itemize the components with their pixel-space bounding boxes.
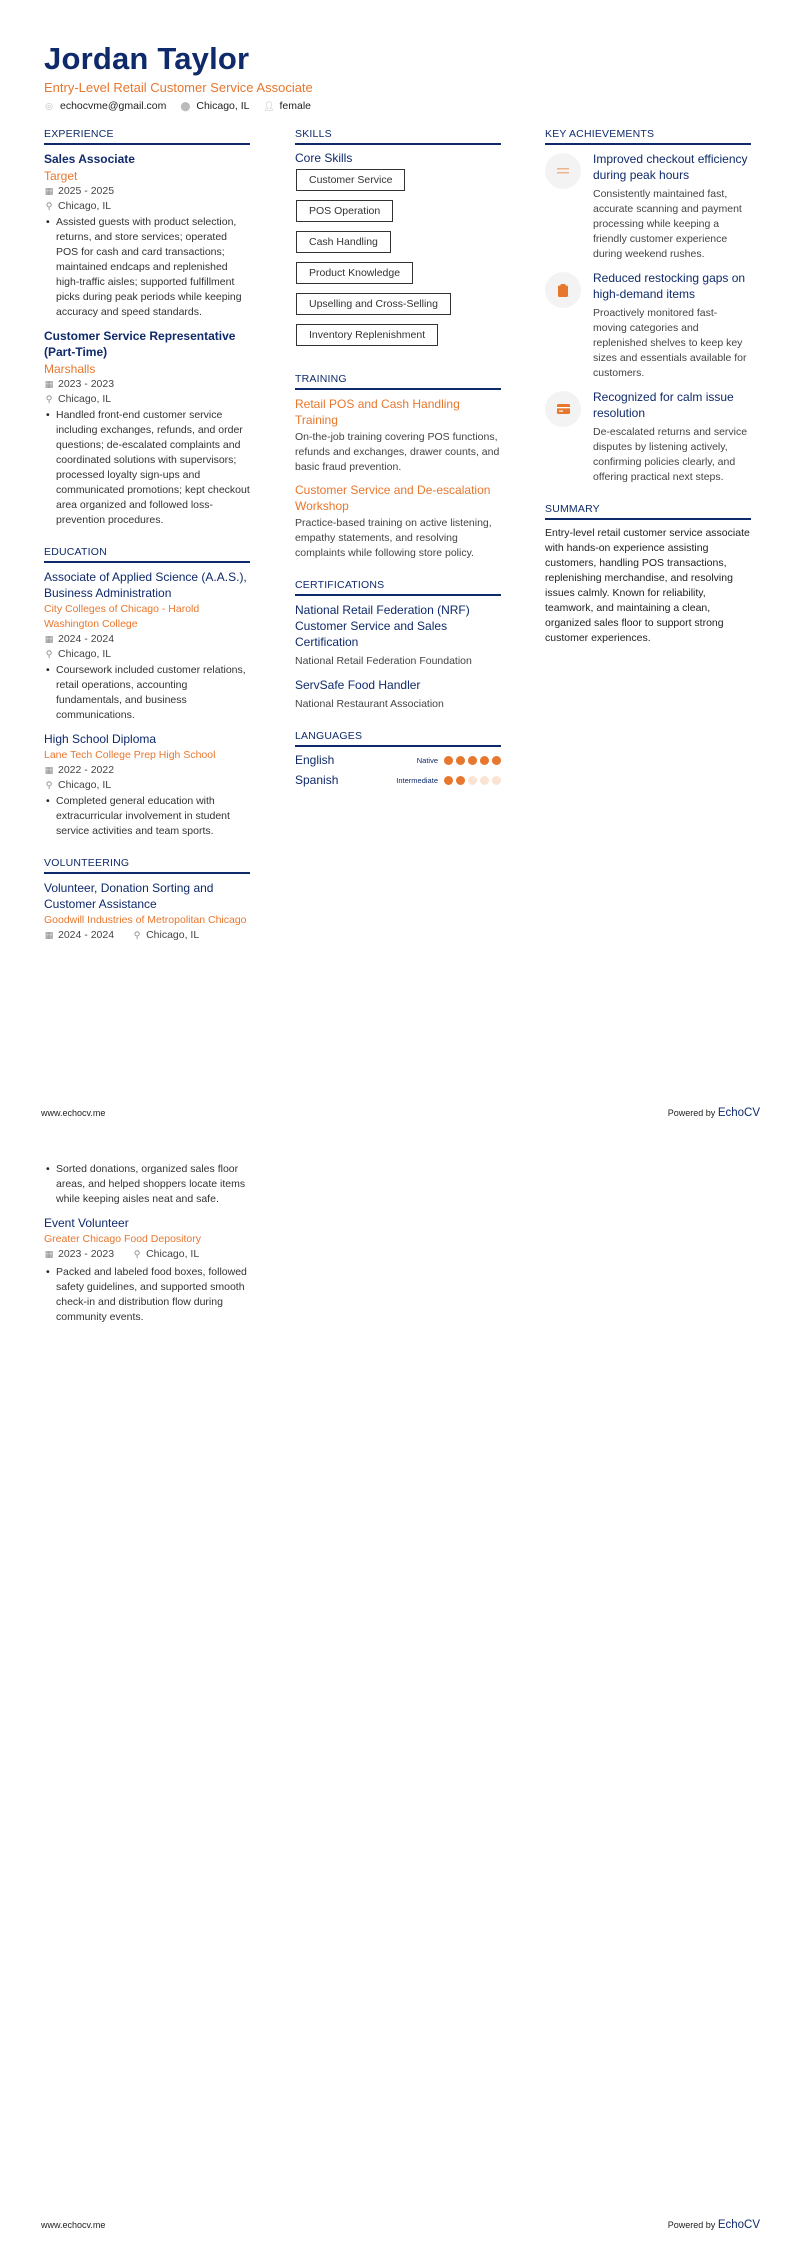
user-icon: 👤︎ [263,100,275,111]
language-name: English [295,753,335,767]
volunteer-role: Volunteer, Donation Sorting and Customer Assistance [44,881,214,911]
education-entry [44,569,250,723]
training-section [295,373,501,561]
certification-name: ServSafe Food Handler [295,678,421,692]
credit-card-icon [545,391,581,427]
left-column-continued [44,1161,250,1333]
skill-chip: POS Operation [296,200,393,222]
experience-entry [44,151,250,320]
language-proficiency [396,776,501,785]
gender-text: female [279,100,311,112]
degree: High School Diploma [44,732,157,746]
rating-dot-empty [492,776,501,785]
achievement-body [593,270,751,381]
contact-gender [263,100,311,112]
rating-dot-empty [480,776,489,785]
resume-header [44,42,313,112]
degree: Associate of Applied Science (A.A.S.), Business Administration [44,570,247,600]
rating-dot-filled [492,756,501,765]
email-text: echocvme@gmail.com [60,100,167,112]
job-bullets [44,215,250,320]
brand-name: EchoCV [717,2219,760,2231]
section-title: CERTIFICATIONS [295,579,501,596]
languages-section [295,730,501,787]
volunteer-meta [44,1247,250,1262]
school-location: ⚲ Chicago, IL [45,779,112,791]
achievement-title: Recognized for calm issue resolution [593,390,734,420]
education-bullets [44,663,250,723]
section-title: EXPERIENCE [44,128,250,145]
school-name: City Colleges of Chicago - Harold Washington College [44,603,200,630]
map-pin-icon: ⚲ [45,649,53,659]
contact-row [44,100,313,112]
bullet: • Coursework included customer relations, retail operations, accounting fundamentals, and business communications. [44,663,250,723]
map-pin-icon: ⚲ [133,930,141,940]
section-title: VOLUNTEERING [44,857,250,874]
volunteer-bullets [44,1265,250,1325]
map-pin-icon: ⬤ [180,100,191,111]
contact-email[interactable] [44,100,166,112]
experience-entry [44,328,250,528]
bullet: • Handled front-end customer service including exchanges, refunds, and order questions; de-escalated complaints and coordinated solutions with supervisors; processed loyalty sign-ups and communicated promotions; kept checkout area organized and followed loss-prevention procedures. [44,408,250,528]
powered-by: Powered by EchoCV [667,1107,760,1119]
rating-dot-filled [456,756,465,765]
education-bullets [44,794,250,839]
volunteering-section [44,857,250,943]
website-link[interactable]: www.echocv.me [41,2220,106,2230]
date-range: ▦ 2025 - 2025 [44,185,115,197]
bullet: • Sorted donations, organized sales floor areas, and helped shoppers locate items while keeping aisles neat and safe. [44,1162,250,1207]
job-location: ⚲ Chicago, IL [45,200,112,212]
candidate-name: Jordan Taylor [44,41,250,76]
job-location: ⚲ Chicago, IL [45,393,112,405]
volunteer-meta [44,928,250,943]
powered-by: Powered by EchoCV [667,2219,760,2231]
job-title: Sales Associate [44,152,135,166]
training-description: On-the-job training covering POS functions, refunds and exchanges, drawer counts, and basic fraud prevention. [295,431,500,473]
resume-page-2 [0,1123,794,2246]
rating-dot-filled [444,756,453,765]
date-range: ▦ 2024 - 2024 [44,929,115,941]
section-title: SKILLS [295,128,501,145]
date-range: ▦ 2023 - 2023 [44,378,115,390]
map-pin-icon: ⚲ [133,1249,141,1259]
page-footer [41,1107,760,1119]
section-title: LANGUAGES [295,730,501,747]
rating-dot-filled [444,776,453,785]
language-level: Native [416,755,438,765]
calendar-icon: ▦ [44,930,54,940]
language-level: Intermediate [396,775,438,785]
calendar-icon: ▦ [44,765,54,775]
section-title: SUMMARY [545,503,751,520]
clipboard-icon [545,272,581,308]
candidate-role: Entry-Level Retail Customer Service Associate [44,80,313,95]
calendar-icon: ▦ [44,186,54,196]
achievement-item [545,389,751,485]
bullet: • Packed and labeled food boxes, followed safety guidelines, and supported smooth check-in and distribution flow during community events. [44,1265,250,1325]
bullet: • Assisted guests with product selection, returns, and store services; operated POS for cash and card transactions; maintained endcaps and replenished high-traffic aisles; supported fulfillment picks during peak periods while keeping accuracy and speed standards. [44,215,250,320]
achievement-body [593,389,751,485]
rating-dot-filled [480,756,489,765]
bullet: • Completed general education with extracurricular involvement in student service activities and team sports. [44,794,250,839]
summary-section [545,503,751,646]
skill-chip: Cash Handling [296,231,391,253]
certification-issuer: National Retail Federation Foundation [295,655,472,667]
achievement-description: De-escalated returns and service disputes by listening actively, confirming policies clearly, and offering practical next steps. [593,426,748,483]
skill-chip: Inventory Replenishment [296,324,438,346]
skill-chip: Product Knowledge [296,262,413,284]
training-description: Practice-based training on active listening, empathy statements, and resolving complaints while following store policy. [295,517,492,559]
skill-chip: Customer Service [296,169,405,191]
achievement-title: Reduced restocking gaps on high-demand items [593,271,746,301]
achievement-item [545,151,751,262]
achievement-description: Proactively monitored fast-moving categories and replenished shelves to keep key sizes and essentials available for customers. [593,307,747,379]
language-name: Spanish [295,773,339,787]
contact-location [180,100,249,112]
calendar-icon: ▦ [44,1249,54,1259]
volunteer-location: ⚲ Chicago, IL [133,1248,200,1260]
section-title: EDUCATION [44,546,250,563]
skill-chips [295,169,501,355]
volunteering-entry [44,880,250,943]
volunteer-role: Event Volunteer [44,1216,129,1230]
language-row [295,773,501,787]
language-row [295,753,501,767]
achievement-body [593,151,751,262]
achievement-item [545,270,751,381]
rating-dot-filled [468,756,477,765]
left-column [44,128,250,961]
company-name: Target [44,169,78,183]
training-name: Retail POS and Cash Handling Training [295,397,460,427]
section-title: KEY ACHIEVEMENTS [545,128,751,145]
summary-text: Entry-level retail customer service associate with hands-on experience assisting customers, handling POS transactions, replenishing merchandise, and resolving issues calmly. Known for reliability, teamwork, and maintaining a clean, organized sales floor to support strong customer experiences. [545,527,750,644]
volunteering-entry [44,1215,250,1325]
school-name: Lane Tech College Prep High School [44,749,216,761]
map-pin-icon: ⚲ [45,394,53,404]
rating-dots [444,756,501,765]
rating-dots [444,776,501,785]
volunteer-org: Goodwill Industries of Metropolitan Chicago [44,914,247,926]
map-pin-icon: ⚲ [45,780,53,790]
company-name: Marshalls [44,362,96,376]
middle-column [295,128,501,805]
training-name: Customer Service and De-escalation Workshop [295,483,491,513]
brand-name: EchoCV [717,1107,760,1119]
achievement-description: Consistently maintained fast, accurate scanning and payment processing while keeping a friendly customer experience during weekend rushes. [593,188,742,260]
location-text: Chicago, IL [196,100,250,112]
experience-section [44,128,250,528]
achievements-section [545,128,751,485]
date-range: ▦ 2022 - 2022 [44,764,115,776]
certifications-section [295,579,501,712]
calendar-icon: ▦ [44,634,54,644]
rating-dot-empty [468,776,477,785]
map-pin-icon: ⚲ [45,201,53,211]
page-footer [41,2219,760,2231]
job-title: Customer Service Representative (Part-Time) [44,329,236,359]
education-section [44,546,250,839]
rating-dot-filled [456,776,465,785]
volunteer-org: Greater Chicago Food Depository [44,1233,201,1245]
certification-issuer: National Restaurant Association [295,698,444,710]
skill-chip: Upselling and Cross-Selling [296,293,451,315]
website-link[interactable]: www.echocv.me [41,1108,106,1118]
volunteer-location: ⚲ Chicago, IL [133,929,200,941]
skills-section [295,128,501,355]
at-icon: ◎ [45,100,53,111]
date-range: ▦ 2023 - 2023 [44,1248,115,1260]
language-proficiency [417,756,501,765]
right-column [545,128,751,664]
calendar-icon: ▦ [44,379,54,389]
education-entry [44,731,250,839]
volunteer-bullets [44,1162,250,1207]
skill-group-title: Core Skills [295,151,353,165]
section-title: TRAINING [295,373,501,390]
school-location: ⚲ Chicago, IL [45,648,112,660]
date-range: ▦ 2024 - 2024 [44,633,115,645]
achievement-title: Improved checkout efficiency during peak hours [593,152,748,182]
equals-icon [545,153,581,189]
job-bullets [44,408,250,528]
certification-name: National Retail Federation (NRF) Customer Service and Sales Certification [295,603,470,649]
